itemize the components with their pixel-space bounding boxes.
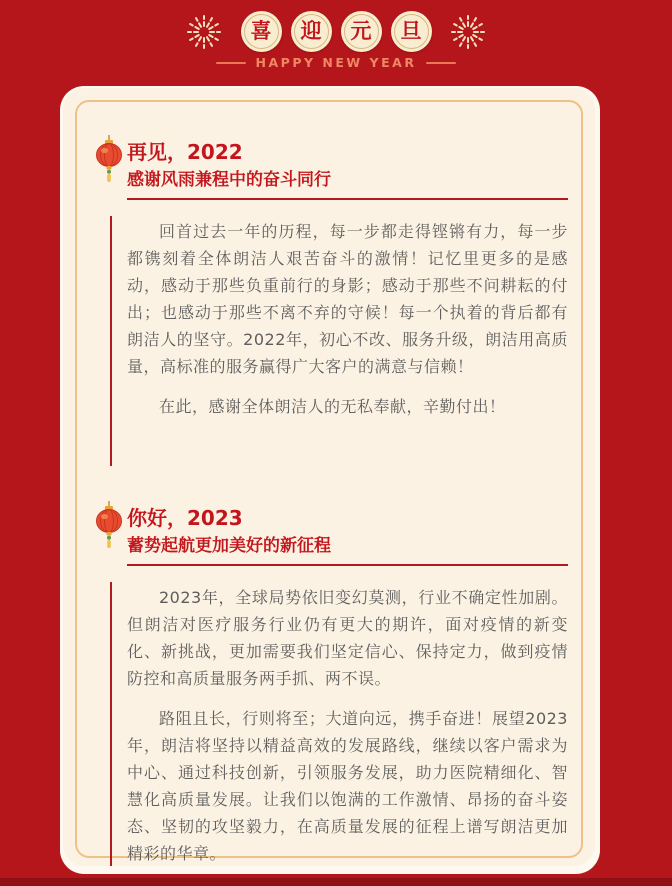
bottom-dark-strip (0, 878, 672, 886)
badge-char-text: 元 (350, 19, 372, 43)
section-subtitle: 蓄势起航更加美好的新征程 (127, 535, 568, 566)
card-content (63, 88, 595, 866)
badge-char (391, 11, 432, 52)
section-body (110, 216, 568, 466)
section-subtitle: 感谢风雨兼程中的奋斗同行 (127, 169, 568, 200)
section-title: 再见，2022 (127, 140, 243, 164)
badge-char (241, 11, 282, 52)
badge-char (291, 11, 332, 52)
badge-char (341, 11, 382, 52)
section-goodbye-2022 (110, 140, 568, 466)
header-banner (0, 0, 672, 88)
badge-row (184, 11, 488, 52)
dash-left (216, 62, 246, 64)
body-paragraph: 在此，感谢全体朗洁人的无私奉献，辛勤付出！ (159, 397, 506, 416)
badge-char-text: 迎 (300, 19, 322, 43)
lantern-icon (95, 501, 123, 549)
body-paragraph: 回首过去一年的历程，每一步都走得铿锵有力，每一步都镌刻着全体朗洁人艰苦奋斗的激情！记忆里更多的是感动，感动于那些负重前行的身影；感动于那些不问耕耘的付出；也感动于那些不离不弃的守候！每一个执着的背后都有朗洁人的坚守。2022年，初心不改、服务升级，朗洁用高质量，高标准的服务赢得广大客户的满意与信赖！ (127, 222, 568, 376)
heading-text (127, 506, 568, 566)
section-heading (110, 140, 568, 200)
heading-text (127, 140, 568, 200)
section-heading (110, 506, 568, 566)
section-title: 你好，2023 (127, 506, 243, 530)
happy-new-year-text: HAPPY NEW YEAR (255, 55, 417, 70)
badge-char-text: 喜 (250, 19, 272, 43)
section-body (110, 582, 568, 866)
happy-new-year-row (216, 57, 457, 70)
greeting-card (60, 86, 600, 874)
greeting-card-inner (63, 88, 595, 866)
firework-icon (184, 12, 224, 52)
body-paragraph: 2023年，全球局势依旧变幻莫测，行业不确定性加剧。但朗洁对医疗服务行业仍有更大的期许，面对疫情的新变化、新挑战，更加需要我们坚定信心、保持定力，做到疫情防控和高质量服务两手抓、两不误。 (127, 588, 568, 688)
body-paragraph: 路阻且长，行则将至；大道向远，携手奋进！展望2023年，朗洁将坚持以精益高效的发展路线，继续以客户需求为中心、通过科技创新，引领服务发展，助力医院精细化、智慧化高质量发展。让我们以饱满的工作激情、昂扬的奋斗姿态、坚韧的攻坚毅力，在高质量发展的征程上谱写朗洁更加精彩的华章。 (127, 709, 568, 863)
firework-icon (448, 12, 488, 52)
section-hello-2023 (110, 506, 568, 866)
dash-right (426, 62, 456, 64)
badge-char-text: 旦 (400, 19, 422, 43)
lantern-icon (95, 135, 123, 183)
